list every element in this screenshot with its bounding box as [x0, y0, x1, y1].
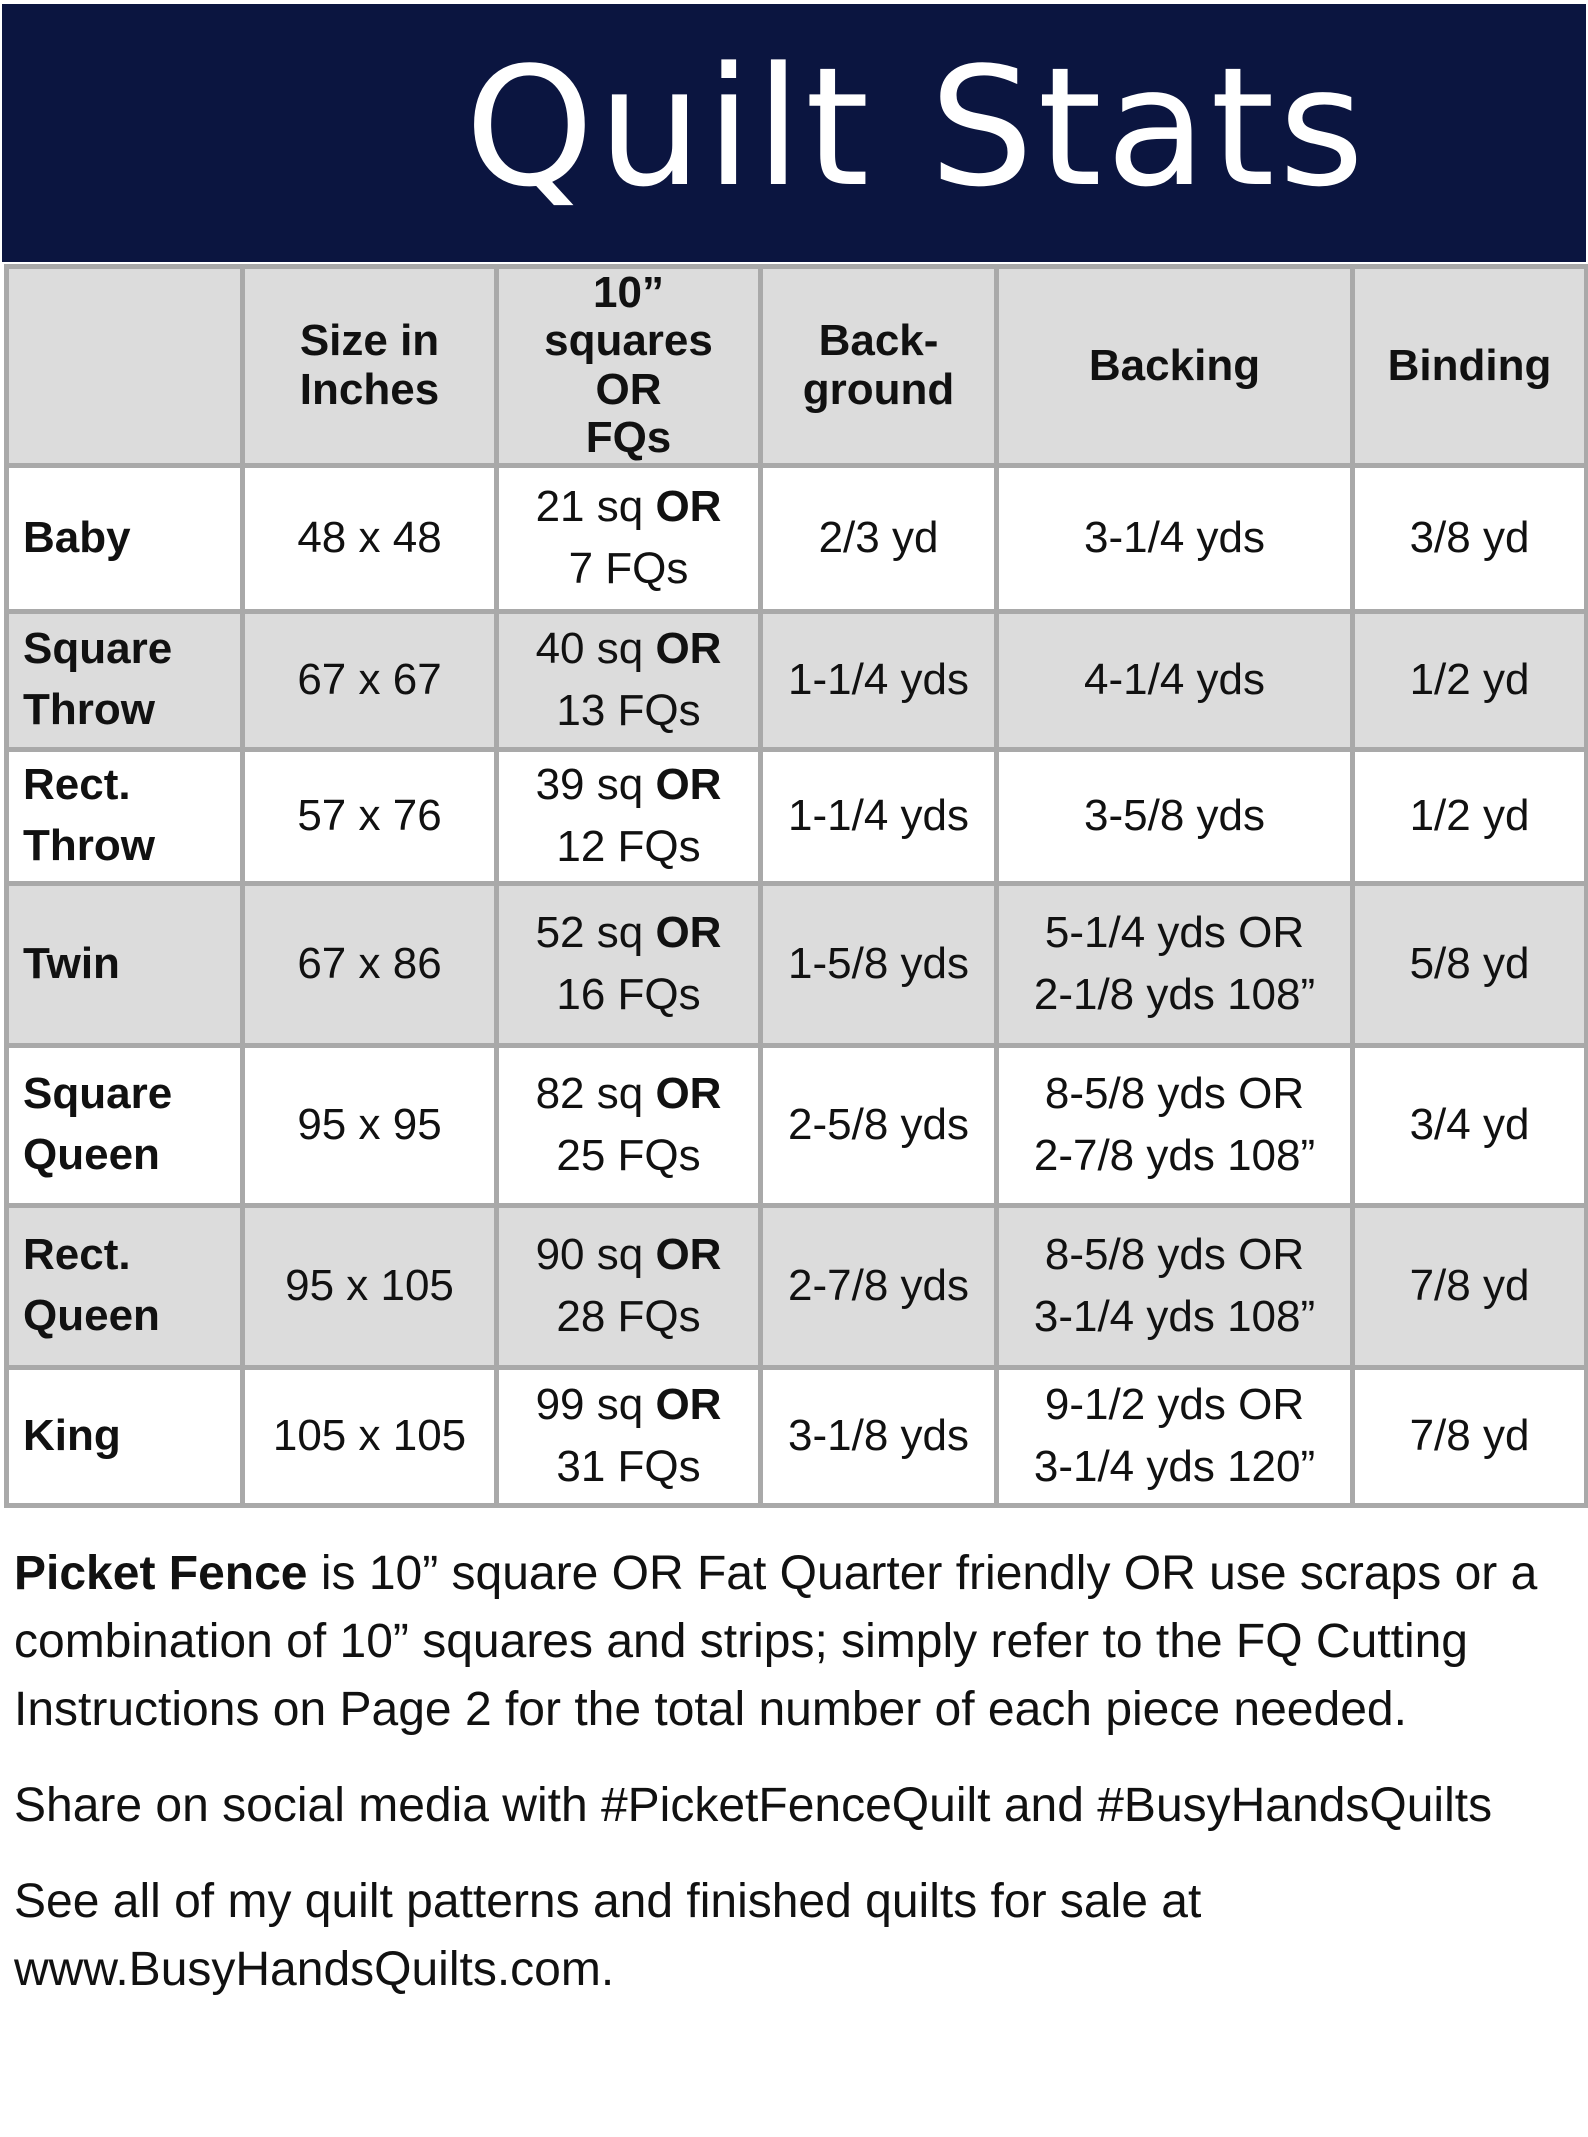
background-cell: 1-5/8 yds	[761, 883, 997, 1045]
column-header-0	[7, 267, 243, 466]
fq-count: 25 FQs	[556, 1131, 701, 1181]
binding-cell: 1/2 yd	[1353, 749, 1587, 883]
backing-line: 3-1/4 yds 120”	[1033, 1442, 1316, 1492]
table-row	[7, 611, 1587, 749]
or-word: OR	[655, 907, 722, 957]
squares-fq-cell	[497, 1367, 761, 1505]
squares-count: 52 sq	[535, 907, 644, 957]
binding-cell: 5/8 yd	[1353, 883, 1587, 1045]
background-cell: 2-7/8 yds	[761, 1205, 997, 1367]
squares-fq-cell	[497, 465, 761, 611]
squares-count: 99 sq	[535, 1379, 644, 1429]
title-banner	[2, 4, 1586, 262]
column-header-1	[243, 267, 497, 466]
intro-text: is 10” square OR Fat Quarter friendly OR use scraps or a combination of 10” squares and strips; simply refer to the FQ Cutting Instructions on Page 2 for the total number of each piece needed.	[14, 1547, 1538, 1736]
backing-line: 4-1/4 yds	[1084, 654, 1265, 704]
squares-fq-cell	[497, 611, 761, 749]
column-header-line: Backing	[1088, 340, 1261, 390]
row-label-cell	[7, 1205, 243, 1367]
binding-cell: 7/8 yd	[1353, 1367, 1587, 1505]
column-header-5	[1353, 267, 1587, 466]
quilt-stats-table	[4, 264, 1588, 1508]
column-header-line: Binding	[1387, 340, 1552, 390]
size-cell: 57 x 76	[243, 749, 497, 883]
squares-line	[499, 1063, 758, 1125]
column-header-4	[997, 267, 1353, 466]
backing-line: 3-1/4 yds 108”	[1033, 1292, 1316, 1342]
page-title: Quilt Stats	[464, 31, 1369, 223]
or-word: OR	[655, 1229, 722, 1279]
row-label: King	[23, 1410, 121, 1460]
backing-line: 9-1/2 yds OR	[1044, 1379, 1305, 1429]
row-label: Throw	[23, 685, 155, 735]
column-header-line: OR	[595, 364, 662, 414]
backing-cell	[997, 749, 1353, 883]
squares-line	[499, 618, 758, 680]
table-header-row	[7, 267, 1587, 466]
background-cell: 2/3 yd	[761, 465, 997, 611]
squares-count: 39 sq	[535, 759, 644, 809]
column-header-line: Size in	[299, 316, 440, 366]
row-label: Twin	[23, 938, 120, 988]
or-word: OR	[655, 1068, 722, 1118]
row-label: Queen	[23, 1130, 160, 1180]
squares-fq-cell	[497, 883, 761, 1045]
background-cell: 3-1/8 yds	[761, 1367, 997, 1505]
backing-line: 2-1/8 yds 108”	[1033, 970, 1316, 1020]
squares-line	[499, 754, 758, 816]
table-row	[7, 883, 1587, 1045]
background-cell: 1-1/4 yds	[761, 749, 997, 883]
backing-cell	[997, 465, 1353, 611]
column-header-3	[761, 267, 997, 466]
row-label: Square	[23, 624, 173, 674]
backing-line: 3-5/8 yds	[1084, 790, 1265, 840]
see-all-paragraph: See all of my quilt patterns and finished quilts for sale at www.BusyHandsQuilts.com.	[14, 1875, 1202, 1996]
background-cell: 2-5/8 yds	[761, 1045, 997, 1205]
table-body	[7, 465, 1587, 1505]
backing-line: 8-5/8 yds OR	[1044, 1068, 1305, 1118]
squares-count: 21 sq	[535, 481, 644, 531]
size-cell: 105 x 105	[243, 1367, 497, 1505]
fq-count: 12 FQs	[556, 822, 701, 872]
column-header-line: Back-	[818, 316, 939, 366]
fq-count: 31 FQs	[556, 1442, 701, 1492]
background-cell: 1-1/4 yds	[761, 611, 997, 749]
size-cell: 67 x 86	[243, 883, 497, 1045]
pattern-name: Picket Fence	[14, 1547, 308, 1600]
row-label: Baby	[23, 512, 131, 562]
binding-cell: 3/4 yd	[1353, 1045, 1587, 1205]
table-row	[7, 1205, 1587, 1367]
share-paragraph: Share on social media with #PicketFenceQuilt and #BusyHandsQuilts	[14, 1779, 1493, 1832]
backing-line: 2-7/8 yds 108”	[1033, 1131, 1316, 1181]
column-header-line: squares	[544, 316, 713, 366]
column-header-line: 10”	[593, 268, 664, 317]
row-label: Throw	[23, 821, 155, 871]
squares-count: 40 sq	[535, 623, 644, 673]
backing-cell	[997, 611, 1353, 749]
or-word: OR	[655, 1379, 722, 1429]
row-label-cell	[7, 1367, 243, 1505]
squares-fq-cell	[497, 749, 761, 883]
table-row	[7, 749, 1587, 883]
column-header-line: FQs	[585, 413, 672, 463]
or-word: OR	[655, 623, 722, 673]
row-label-cell	[7, 465, 243, 611]
row-label: Rect.	[23, 1230, 131, 1280]
backing-cell	[997, 1205, 1353, 1367]
row-label-cell	[7, 611, 243, 749]
size-cell: 95 x 105	[243, 1205, 497, 1367]
table-row	[7, 1367, 1587, 1505]
binding-cell: 7/8 yd	[1353, 1205, 1587, 1367]
backing-cell	[997, 883, 1353, 1045]
intro-paragraph	[14, 1540, 1584, 1744]
row-label: Square	[23, 1069, 173, 1119]
binding-cell: 1/2 yd	[1353, 611, 1587, 749]
table-row	[7, 1045, 1587, 1205]
squares-line	[499, 1224, 758, 1286]
backing-line: 5-1/4 yds OR	[1044, 907, 1305, 957]
row-label-cell	[7, 883, 243, 1045]
backing-line: 3-1/4 yds	[1084, 512, 1265, 562]
squares-fq-cell	[497, 1205, 761, 1367]
table-row	[7, 465, 1587, 611]
row-label: Queen	[23, 1291, 160, 1341]
squares-count: 82 sq	[535, 1068, 644, 1118]
squares-line	[499, 476, 758, 538]
or-word: OR	[655, 759, 722, 809]
column-header-line: ground	[802, 364, 955, 414]
size-cell: 67 x 67	[243, 611, 497, 749]
backing-cell	[997, 1045, 1353, 1205]
squares-line	[499, 902, 758, 964]
column-header-line: Inches	[299, 364, 440, 414]
backing-line: 8-5/8 yds OR	[1044, 1229, 1305, 1279]
column-header-2	[497, 267, 761, 466]
row-label-cell	[7, 1045, 243, 1205]
or-word: OR	[655, 481, 722, 531]
size-cell: 48 x 48	[243, 465, 497, 611]
fq-count: 28 FQs	[556, 1292, 701, 1342]
row-label: Rect.	[23, 760, 131, 810]
fq-count: 13 FQs	[556, 686, 701, 736]
fq-count: 16 FQs	[556, 970, 701, 1020]
backing-cell	[997, 1367, 1353, 1505]
squares-count: 90 sq	[535, 1229, 644, 1279]
size-cell: 95 x 95	[243, 1045, 497, 1205]
notes-section	[14, 1540, 1584, 2032]
squares-fq-cell	[497, 1045, 761, 1205]
squares-line	[499, 1374, 758, 1436]
fq-count: 7 FQs	[568, 544, 689, 594]
row-label-cell	[7, 749, 243, 883]
binding-cell: 3/8 yd	[1353, 465, 1587, 611]
